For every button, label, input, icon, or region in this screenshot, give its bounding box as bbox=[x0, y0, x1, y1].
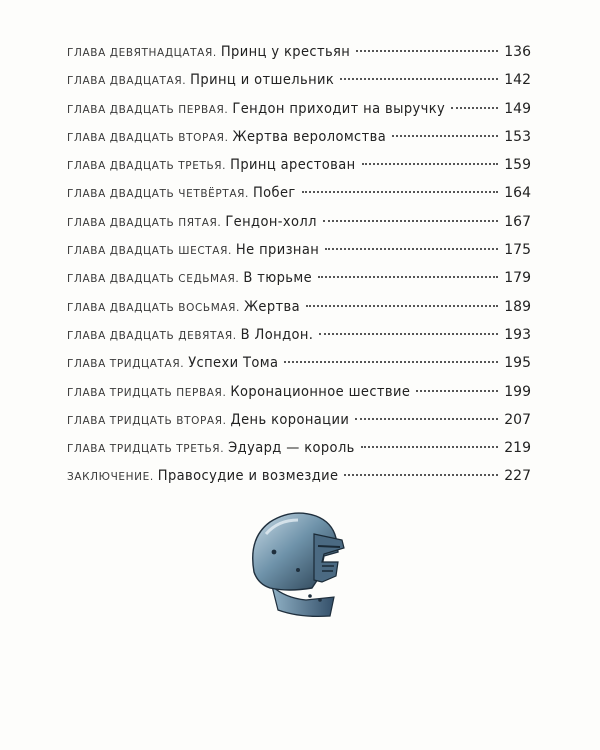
table-of-contents bbox=[67, 44, 531, 497]
page-number: 159 bbox=[504, 157, 531, 174]
dot-leader bbox=[392, 135, 498, 137]
dot-leader bbox=[325, 248, 498, 250]
page-number: 195 bbox=[504, 355, 531, 372]
chapter-label: ГЛАВА ТРИДЦАТЬ ПЕРВАЯ. bbox=[67, 386, 227, 399]
chapter-title: Побег bbox=[252, 185, 296, 202]
page-number: 199 bbox=[504, 383, 531, 400]
toc-entry[interactable] bbox=[67, 214, 531, 242]
chapter-title: Принц арестован bbox=[230, 157, 356, 174]
page-number: 219 bbox=[504, 440, 531, 457]
dot-leader bbox=[362, 163, 499, 165]
chapter-label: ГЛАВА ДВАДЦАТЬ ДЕВЯТАЯ. bbox=[67, 329, 237, 342]
toc-entry[interactable] bbox=[67, 384, 531, 412]
page-number: 149 bbox=[504, 100, 531, 117]
chapter-label: ГЛАВА ДВАДЦАТЬ ВТОРАЯ. bbox=[67, 131, 229, 144]
chapter-title: Гендон-холл bbox=[225, 213, 317, 230]
page-number: 189 bbox=[504, 298, 531, 315]
chapter-title: Коронационное шествие bbox=[230, 383, 411, 400]
chapter-title: Эдуард — король bbox=[228, 440, 355, 457]
toc-entry[interactable] bbox=[67, 327, 531, 355]
dot-leader bbox=[302, 191, 499, 193]
chapter-label: ГЛАВА ДВАДЦАТЬ СЕДЬМАЯ. bbox=[67, 273, 240, 286]
dot-leader bbox=[451, 107, 498, 109]
toc-entry[interactable] bbox=[67, 242, 531, 270]
toc-entry[interactable] bbox=[67, 157, 531, 185]
chapter-label: ГЛАВА ДВАДЦАТЬ ПЯТАЯ. bbox=[67, 216, 222, 229]
chapter-label: ЗАКЛЮЧЕНИЕ. bbox=[67, 471, 154, 484]
toc-entry[interactable] bbox=[67, 185, 531, 213]
page-number: 136 bbox=[504, 44, 531, 60]
chapter-title: Успехи Тома bbox=[188, 355, 279, 372]
dot-leader bbox=[361, 446, 498, 448]
dot-leader bbox=[340, 78, 498, 80]
dot-leader bbox=[356, 50, 498, 52]
chapter-title: Не признан bbox=[235, 242, 320, 259]
chapter-label: ГЛАВА ДВАДЦАТЬ ВОСЬМАЯ. bbox=[67, 301, 240, 314]
dot-leader bbox=[344, 474, 498, 476]
chapter-label: ГЛАВА ТРИДЦАТАЯ. bbox=[67, 358, 185, 371]
toc-entry[interactable] bbox=[67, 72, 531, 100]
dot-leader bbox=[284, 361, 498, 363]
chapter-title: В тюрьме bbox=[243, 270, 313, 287]
chapter-label: ГЛАВА ДВАДЦАТЬ ЧЕТВЁРТАЯ. bbox=[67, 188, 249, 201]
page-number: 207 bbox=[504, 411, 531, 428]
toc-entry[interactable] bbox=[67, 129, 531, 157]
chapter-label: ГЛАВА ДВАДЦАТЬ ПЕРВАЯ. bbox=[67, 103, 229, 116]
page-number: 167 bbox=[504, 213, 531, 230]
chapter-title: Жертва bbox=[243, 298, 301, 315]
chapter-title: День коронации bbox=[230, 411, 350, 428]
toc-entry[interactable] bbox=[67, 412, 531, 440]
chapter-label: ГЛАВА ТРИДЦАТЬ ВТОРАЯ. bbox=[67, 414, 227, 427]
chapter-title: Принц и отшельник bbox=[190, 72, 335, 89]
chapter-title: Гендон приходит на выручку bbox=[232, 100, 446, 117]
chapter-title: В Лондон. bbox=[240, 326, 314, 343]
chapter-title: Жертва вероломства bbox=[232, 128, 387, 145]
toc-entry[interactable] bbox=[67, 270, 531, 298]
page-number: 142 bbox=[504, 72, 531, 89]
dot-leader bbox=[416, 390, 498, 392]
chapter-label: ГЛАВА ТРИДЦАТЬ ТРЕТЬЯ. bbox=[67, 443, 225, 456]
page-number: 153 bbox=[504, 128, 531, 145]
chapter-label: ГЛАВА ДВАДЦАТАЯ. bbox=[67, 75, 187, 88]
dot-leader bbox=[318, 276, 498, 278]
dot-leader bbox=[355, 418, 498, 420]
dot-leader bbox=[323, 220, 498, 222]
page-number: 175 bbox=[504, 242, 531, 259]
page-number: 179 bbox=[504, 270, 531, 287]
toc-entry[interactable] bbox=[67, 299, 531, 327]
toc-entry[interactable] bbox=[67, 44, 531, 72]
page-number: 227 bbox=[504, 468, 531, 485]
chapter-title: Правосудие и возмездие bbox=[157, 468, 339, 485]
chapter-title: Принц у крестьян bbox=[220, 44, 351, 60]
toc-entry[interactable] bbox=[67, 440, 531, 468]
chapter-label: ГЛАВА ДВАДЦАТЬ ШЕСТАЯ. bbox=[67, 245, 232, 258]
dot-leader bbox=[306, 305, 498, 307]
chapter-label: ГЛАВА ДВАДЦАТЬ ТРЕТЬЯ. bbox=[67, 160, 227, 173]
toc-entry[interactable] bbox=[67, 101, 531, 129]
dot-leader bbox=[319, 333, 498, 335]
chapter-label: ГЛАВА ДЕВЯТНАДЦАТАЯ. bbox=[67, 47, 217, 59]
page-number: 164 bbox=[504, 185, 531, 202]
toc-entry[interactable] bbox=[67, 355, 531, 383]
knight-helmet-icon bbox=[240, 500, 360, 620]
toc-entry[interactable] bbox=[67, 468, 531, 496]
page-number: 193 bbox=[504, 326, 531, 343]
